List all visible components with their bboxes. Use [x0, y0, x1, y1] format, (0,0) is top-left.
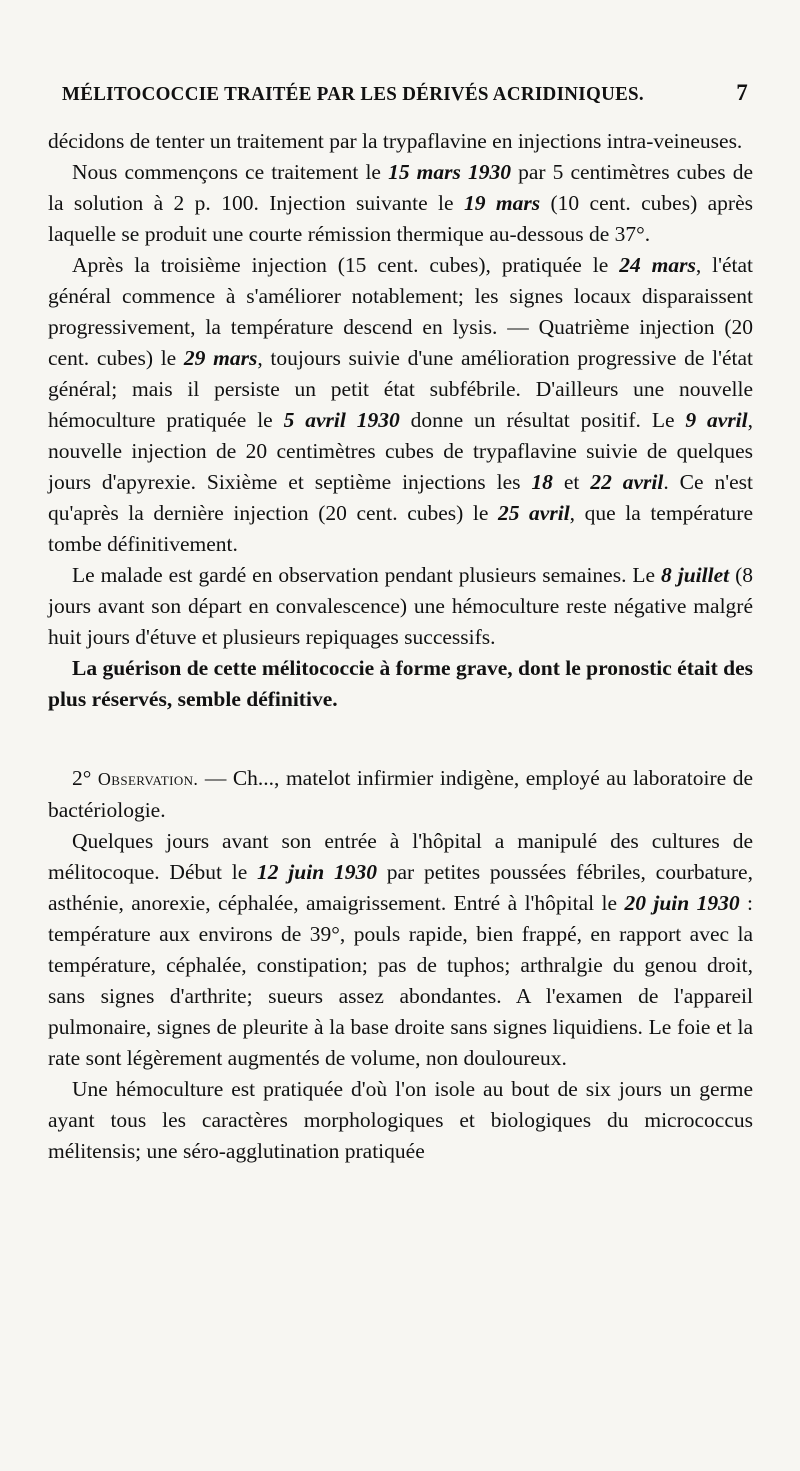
body-text	[48, 126, 753, 1167]
date: 5 avril 1930	[283, 408, 400, 432]
observation-label: Observation.	[97, 769, 199, 789]
date: 25 avril	[497, 501, 570, 525]
paragraph-1: décidons de tenter un traitement par la trypaflavine en injections intra-veineuses.	[48, 129, 743, 153]
paragraph-4: Le malade est gardé en observation pendant plusieurs semaines. Le 8 juillet (8 jours avant son départ en convalescence) une hémoculture reste négative malgré huit jours d'étuve et plusieurs repiquages successifs.	[48, 563, 753, 649]
running-header	[62, 80, 748, 106]
date: 15 mars 1930	[388, 160, 511, 184]
date: 12 juin 1930	[257, 860, 377, 884]
paragraph-8: Une hémoculture est pratiquée d'où l'on isole au bout de six jours un germe ayant tous les caractères morphologiques et biologiques du micrococcus mélitensis; une séro-agglutination pratiquée	[48, 1077, 753, 1163]
paragraph-2: Nous commençons ce traitement le 15 mars 1930 par 5 centimètres cubes de la solution à 2 p. 100. Injection suivante le 19 mars (10 cent. cubes) après laquelle se produit une courte rémission thermique au-dessous de 37°.	[48, 160, 753, 246]
date: 8 juillet	[661, 563, 730, 587]
date: 19 mars	[463, 191, 541, 215]
running-title: MÉLITOCOCCIE TRAITÉE PAR LES DÉRIVÉS ACRIDINIQUES.	[62, 83, 644, 106]
paragraph-3: Après la troisième injection (15 cent. cubes), pratiquée le 24 mars, l'état général commence à s'améliorer notablement; les signes locaux disparaissent progressivement, la température descend en lysis. — Quatrième injection (20 cent. cubes) le 29 mars, toujours suivie d'une amélioration progressive de l'état général; mais il persiste un petit état subfébrile. D'ailleurs une nouvelle hémoculture pratiquée le 5 avril 1930 donne un résultat positif. Le 9 avril, nouvelle injection de 20 centimètres cubes de trypaflavine suivie de quelques jours d'apyrexie. Sixième et septième injections les 18 et 22 avril. Ce n'est qu'après la dernière injection (20 cent. cubes) le 25 avril, que la température tombe définitivement.	[48, 253, 754, 556]
observation-heading: 2° Observation. — Ch..., matelot infirmier indigène, employé au laboratoire de bactériologie.	[48, 766, 753, 822]
date: 9 avril	[685, 408, 748, 432]
date: 29 mars	[183, 346, 258, 370]
paragraph-5: La guérison de cette mélitococcie à forme grave, dont le pronostic était des plus réservés, semble définitive.	[48, 656, 753, 711]
date: 20 juin 1930	[624, 891, 740, 915]
date: 24 mars	[619, 253, 696, 277]
page-number: 7	[736, 80, 748, 105]
paragraph-7: Quelques jours avant son entrée à l'hôpital a manipulé des cultures de mélitocoque. Début le 12 juin 1930 par petites poussées fébriles, courbature, asthénie, anorexie, céphalée, amaigrissement. Entré à l'hôpital le 20 juin 1930 : température aux environs de 39°, pouls rapide, bien frappé, en rapport avec la température, céphalée, constipation; pas de tuphos; arthralgie du genou droit, sans signes d'arthrite; sueurs assez abondantes. A l'examen de l'appareil pulmonaire, signes de pleurite à la base droite sans signes liquidiens. Le foie et la rate sont légèrement augmentés de volume, non douloureux.	[48, 829, 753, 1070]
date: 18	[531, 470, 553, 494]
date: 22 avril	[590, 470, 664, 494]
